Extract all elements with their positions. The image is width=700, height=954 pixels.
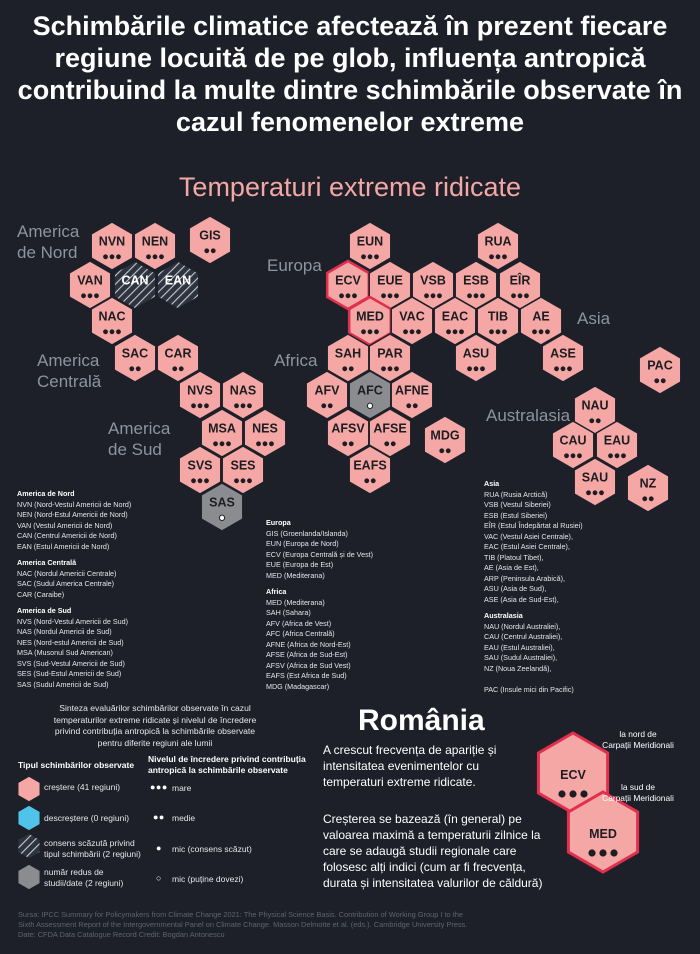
hex-code-label: NVN [98,234,126,249]
hex-code-label: EAFS [353,458,387,473]
hex-code-label: AFC [357,383,383,398]
confidence-dot [496,254,501,259]
confidence-dot [413,403,418,408]
hex-code-label: NVS [187,383,213,398]
confidence-dot [554,366,559,371]
confidence-dot [569,790,576,797]
hex-code-label: AFSE [373,421,407,436]
confidence-dot [621,453,626,458]
confidence-dot [610,849,617,856]
romania-title: România [358,704,485,737]
confidence-dot [116,329,121,334]
hex-nas [222,371,264,419]
legend-heading: Sinteza evaluărilor schimbărilor observate în cazul temperaturilor extreme ridicate și nivelul de încredere privind contribuția antropică la schimbările observate pentru diferite regiuni ale lumii [53,703,257,748]
hex-code-label: NES [252,421,278,436]
legend-swatch-low_agreement [18,833,41,859]
confidence-dot [446,329,451,334]
confidence-dot [136,366,141,371]
hex-code-label: EAN [164,273,192,288]
confidence-dot [349,366,354,371]
confidence-dot [103,329,108,334]
hex-nz [627,464,669,512]
confidence-dot [342,441,347,446]
confidence-dot [518,293,523,298]
confidence-dot [364,478,369,483]
confidence-dot [321,403,326,408]
legend-conf-high-label: mare [172,783,192,793]
hex-code-label: SAC [121,346,149,361]
romania-paragraph-1: A crescut frecvența de apariție și intensitatea evenimentelor cu temperaturi extreme ridicate. [323,743,497,789]
confidence-dot [480,293,485,298]
legend-conf-medium-dots: ●● [153,812,165,822]
confidence-dot [219,515,224,520]
confidence-dot [586,490,591,495]
legend-confidence-title: Nivelul de încredere privind contribuția antropică la schimbările observate [148,754,306,775]
confidence-dot [204,248,209,253]
confidence-dot [116,254,121,259]
list-asia-australasia: Asia RUA (Rusia Arctică) VSB (Vestul Siberiei) ESB (Estul Siberiei) EÎR (Estul Îndepărtat al Rusiei) VAC (Vestul Asiei Centrale), EAC (Estul Asiei Centrale), TIB (Platoul Tibet), AE (Asia de Est), ARP (Peninsula Arabică), ASU (Asia de Sud), ASE (Asia de Sud-Est), Australasia NAU (Nordul Australiei), CAU (Centrul Australiei), EAU (Estul Australiei), SAU (Sudul Australiei), NZ (Noua Zeelandă), PAC (Insule mici din Pacific) [484,479,583,694]
hex-nvn [91,222,133,270]
confidence-dot [342,366,347,371]
hex-code-label: RUA [484,234,512,249]
confidence-dot [496,329,501,334]
confidence-dot [110,329,115,334]
confidence-dot [241,478,246,483]
confidence-dot [234,403,239,408]
hex-code-label: EUE [377,273,403,288]
confidence-dot [388,293,393,298]
confidence-dot [532,329,537,334]
confidence-dot [502,254,507,259]
confidence-dot [328,403,333,408]
hex-nen [134,222,176,270]
hex-code-label: SES [230,458,256,473]
confidence-dot [388,366,393,371]
list-europe-africa: Europa GIS (Groenlanda/Islanda) EUN (Europa de Nord) ECV (Europa Centrală și de Vest) EUE (Europa de Est) MED (Mediterana) Africa MED (Mediterana) SAH (Sahara) AFV (Africa de Vest) AFC (Africa Centrală) AFNE (Africa de Nord-Est) AFSE (Africa de Sud-Est) AFSV (Africa de Sud Vest) EAFS (Est Africa de Sud) MDG (Madagascar) [266,518,374,691]
confidence-dot [129,366,134,371]
hex-code-label: SVS [187,458,213,473]
hex-code-label: EUN [356,234,384,249]
confidence-dot [234,478,239,483]
confidence-dot [416,329,421,334]
label-australasia: Australasia [486,406,571,425]
hex-code-label: SAS [209,495,235,510]
confidence-dot [474,366,479,371]
confidence-dot [661,378,666,383]
confidence-dot [391,441,396,446]
confidence-dot [599,490,604,495]
confidence-dot [467,293,472,298]
legend-swatch-increase [18,776,41,802]
legend-limited-data-label: număr redus de studii/date (2 regiuni) [44,867,124,888]
confidence-dot [588,849,595,856]
confidence-dot [198,478,203,483]
legend-increase-label: creștere (41 regiuni) [44,782,121,792]
hex-sac [114,334,156,382]
legend-swatch-decrease [18,805,41,831]
hex-code-label: AFV [314,383,340,398]
confidence-dot [146,254,151,259]
confidence-dot [489,329,494,334]
confidence-dot [88,293,93,298]
hex-rua [477,222,519,270]
confidence-dot [502,329,507,334]
confidence-dot [349,441,354,446]
hex-code-label: NAU [581,398,609,413]
hex-eun [349,222,391,270]
confidence-dot [263,441,268,446]
confidence-dot [571,453,576,458]
romania-hex-code: ECV [560,768,586,782]
hex-mdg [424,416,466,464]
confidence-dot [474,293,479,298]
source-credits: Sursa: IPCC Summary for Policymakers from Climate Change 2021: The Physical Science Basis. Contribution of Working Group I to the Sixth Assessment Report of the Intergovernmental Panel on Climate Change. Masson Delmotte et al. (eds.). Cambridge University Press. Date: CFDA Data Catalogue Record Credit: Bogdan Antonescu [18,910,468,939]
confidence-dot [437,293,442,298]
confidence-dot [642,496,647,501]
confidence-dot [204,403,209,408]
confidence-dot [608,453,613,458]
confidence-dot [394,366,399,371]
confidence-dot [524,293,529,298]
confidence-dot [439,448,444,453]
romania-hex-code: MED [589,827,617,841]
hex-code-label: PAR [377,346,403,361]
hex-code-label: NEN [141,234,169,249]
confidence-dot [406,403,411,408]
legend-conf-low-dots: ● [156,843,162,853]
confidence-dot [179,366,184,371]
hex-code-label: NAC [98,309,126,324]
label-central-america: America Centrală [37,351,102,391]
label-asia: Asia [577,309,611,328]
confidence-dot [424,293,429,298]
legend-decrease-label: descreștere (0 regiuni) [44,813,130,823]
confidence-dot [403,329,408,334]
confidence-dot [446,448,451,453]
legend-conf-limited-dots: ○ [156,873,162,883]
confidence-dot [198,403,203,408]
confidence-dot [480,366,485,371]
confidence-dot [368,329,373,334]
hex-code-label: AE [532,309,550,324]
confidence-dot [615,453,620,458]
confidence-dot [81,293,86,298]
confidence-dot [593,490,598,495]
hex-code-label: CAR [164,346,192,361]
confidence-dot [381,293,386,298]
romania-ecv-note: la nord de Carpații Meridionali [602,729,674,750]
hex-code-label: CAN [121,273,149,288]
confidence-dot [191,478,196,483]
confidence-dot [374,329,379,334]
confidence-dot [371,478,376,483]
confidence-dot [567,366,572,371]
label-south-america: America de Sud [108,419,171,459]
confidence-dot [381,366,386,371]
confidence-dot [649,496,654,501]
hex-code-label: AFSV [331,421,365,436]
hex-code-label: SAH [334,346,362,361]
legend-low-agreement-label: consens scăzută privind tipul schimbării (2 regiuni) [44,838,141,859]
hex-code-label: TIB [487,309,509,324]
hex-code-label: PAC [647,358,673,373]
hex-code-label: EÎR [509,273,531,288]
label-africa: Africa [274,351,318,370]
confidence-dot [374,254,379,259]
confidence-dot [153,254,158,259]
confidence-dot [596,418,601,423]
confidence-dot [453,329,458,334]
confidence-dot [352,293,357,298]
confidence-dot [211,248,216,253]
hex-code-label: MED [356,309,384,324]
confidence-dot [204,478,209,483]
confidence-dot [545,329,550,334]
hex-code-label: NAS [229,383,257,398]
hex-code-label: EAC [441,309,469,324]
confidence-dot [361,254,366,259]
chart-subtitle: Temperaturi extreme ridicate [178,172,522,202]
confidence-dot [368,254,373,259]
confidence-dot [269,441,274,446]
confidence-dot [247,403,252,408]
hex-code-label: CAU [559,433,587,448]
confidence-dot [367,403,372,408]
legend-conf-high-dots: ●●● [150,782,168,792]
hex-code-label: MDG [430,428,460,443]
romania-paragraph-2: Creșterea se bazează (în general) pe valoarea maximă a temperaturii zilnice la care se adaugă studii regionale care folosesc alți indici (cum ar fi frecvența, durata și intensitatea valurilor de căldură) [323,812,543,890]
hex-code-label: ASE [550,346,576,361]
confidence-dot [564,453,569,458]
confidence-dot [241,403,246,408]
confidence-dot [561,366,566,371]
confidence-dot [110,254,115,259]
hex-code-label: VAC [399,309,425,324]
legend-conf-limited-label: mic (puține dovezi) [172,874,244,884]
hex-code-label: VSB [420,273,446,288]
hex-gis [189,216,231,264]
legend-swatch-limited_data [18,864,41,890]
romania-med-note: la sud de Carpații Meridionali [602,782,674,803]
confidence-dot [384,441,389,446]
confidence-dot [511,293,516,298]
hex-code-label: ASU [462,346,490,361]
label-north-america: America de Nord [17,222,80,262]
hex-code-label: SAU [581,470,609,485]
confidence-dot [226,441,231,446]
confidence-dot [654,378,659,383]
confidence-dot [394,293,399,298]
confidence-dot [213,441,218,446]
hex-code-label: EAU [603,433,631,448]
confidence-dot [247,478,252,483]
list-america: America de Nord NVN (Nord-Vestul Americii de Nord) NEN (Nord-Estul Americii de Nord) VAN (Vestul Americii de Nord) CAN (Centrul Americii de Nord) EAN (Estul Americii de Nord) America Centrală NAC (Nordul Americii Centrale) SAC (Sudul America Centrale) CAR (Caraibe) America de Sud NVS (Nord-Vestul Americii de Sud) NAS (Nordul Americii de Sud) NES (Nord-estul Americii de Sud) MSA (Musonul Sud American) SVS (Sud-Vestul Americii de Sud) SES (Sud-Estul Americii de Sud) SAS (Sudul Americii de Sud) [17,489,132,689]
confidence-dot [459,329,464,334]
confidence-dot [489,254,494,259]
confidence-dot [339,293,344,298]
hex-code-label: ECV [335,273,361,288]
confidence-dot [103,254,108,259]
confidence-dot [410,329,415,334]
hex-code-label: MSA [208,421,236,436]
confidence-dot [577,453,582,458]
legend-type-title: Tipul schimbărilor observate [18,760,135,770]
confidence-dot [159,254,164,259]
confidence-dot [346,293,351,298]
confidence-dot [256,441,261,446]
confidence-dot [172,366,177,371]
confidence-dot [467,366,472,371]
hex-pac [639,346,681,394]
confidence-dot [599,849,606,856]
hex-code-label: AFNE [394,383,430,398]
confidence-dot [220,441,225,446]
legend-conf-medium-label: medie [172,813,196,823]
hex-ean [157,261,199,309]
confidence-dot [361,329,366,334]
hex-code-label: ESB [463,273,489,288]
hex-code-label: NZ [639,476,657,491]
confidence-dot [589,418,594,423]
label-europe: Europa [267,256,322,275]
confidence-dot [94,293,99,298]
confidence-dot [431,293,436,298]
confidence-dot [191,403,196,408]
hex-code-label: VAN [77,273,103,288]
confidence-dot [539,329,544,334]
confidence-dot [558,790,565,797]
hex-code-label: GIS [199,228,221,243]
page-title: Schimbările climatice afectează în prezent fiecare regiune locuită de pe glob, influența antropică contribuind la multe dintre schimbările observate în cazul fenomenelor extreme [17,11,683,137]
legend-conf-low-label: mic (consens scăzut) [172,844,252,854]
